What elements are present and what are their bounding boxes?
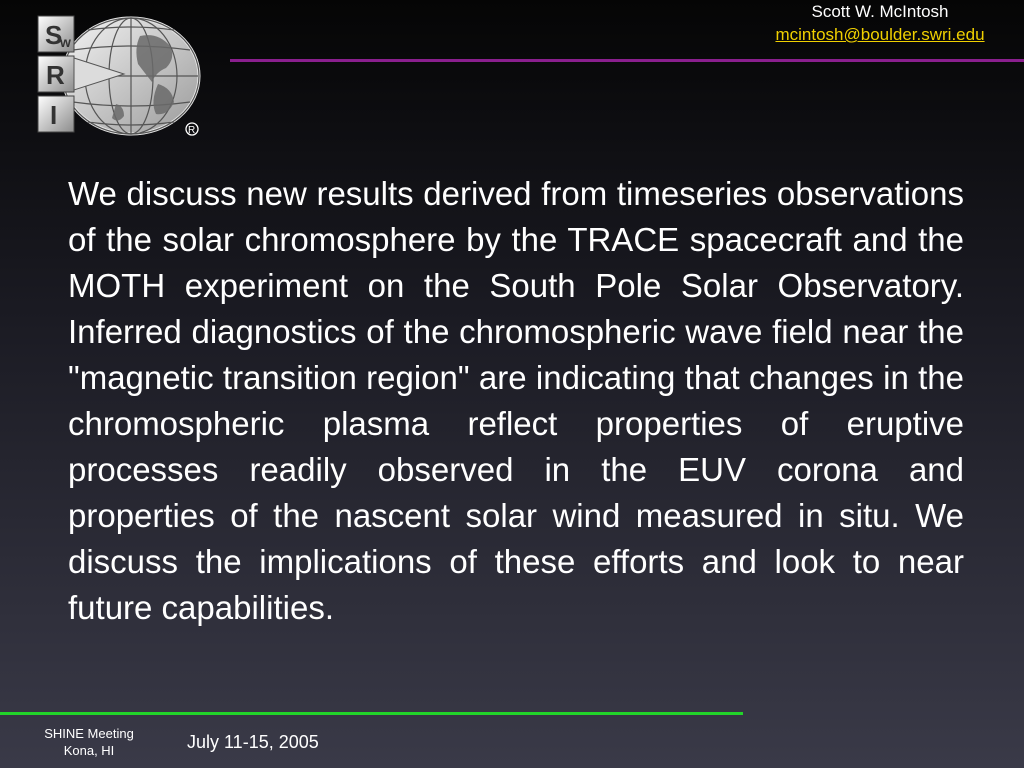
svg-text:w: w <box>60 34 71 50</box>
svg-text:I: I <box>50 100 58 130</box>
svg-text:R: R <box>46 60 65 90</box>
svg-text:S: S <box>45 20 63 50</box>
abstract-text: We discuss new results derived from timeseries observations of the solar chromosphere by the TRACE spacecraft and the MOTH experiment on the South Pole Solar Observatory. Inferred diagnostics of the chromospheric wave field near the "magnetic transition region" are indicating that changes in the chromospheric plasma reflect properties of eruptive processes readily observed in the EUV corona and properties of the nascent solar wind measured in situ. We discuss the implications of these efforts and look to near future capabilities. <box>68 175 964 626</box>
author-name: Scott W. McIntosh <box>811 2 949 21</box>
swri-logo <box>28 12 208 138</box>
footer-venue-line1: SHINE Meeting <box>44 726 134 741</box>
footer-date: July 11-15, 2005 <box>187 732 319 752</box>
author-email-link[interactable]: mcintosh@boulder.swri.edu <box>775 25 985 44</box>
header-divider <box>230 59 1024 62</box>
footer-divider <box>0 712 743 715</box>
footer-venue <box>30 725 148 759</box>
footer-venue-line2: Kona, HI <box>63 743 115 758</box>
svg-text:R: R <box>188 125 196 136</box>
author-block <box>758 0 1002 46</box>
